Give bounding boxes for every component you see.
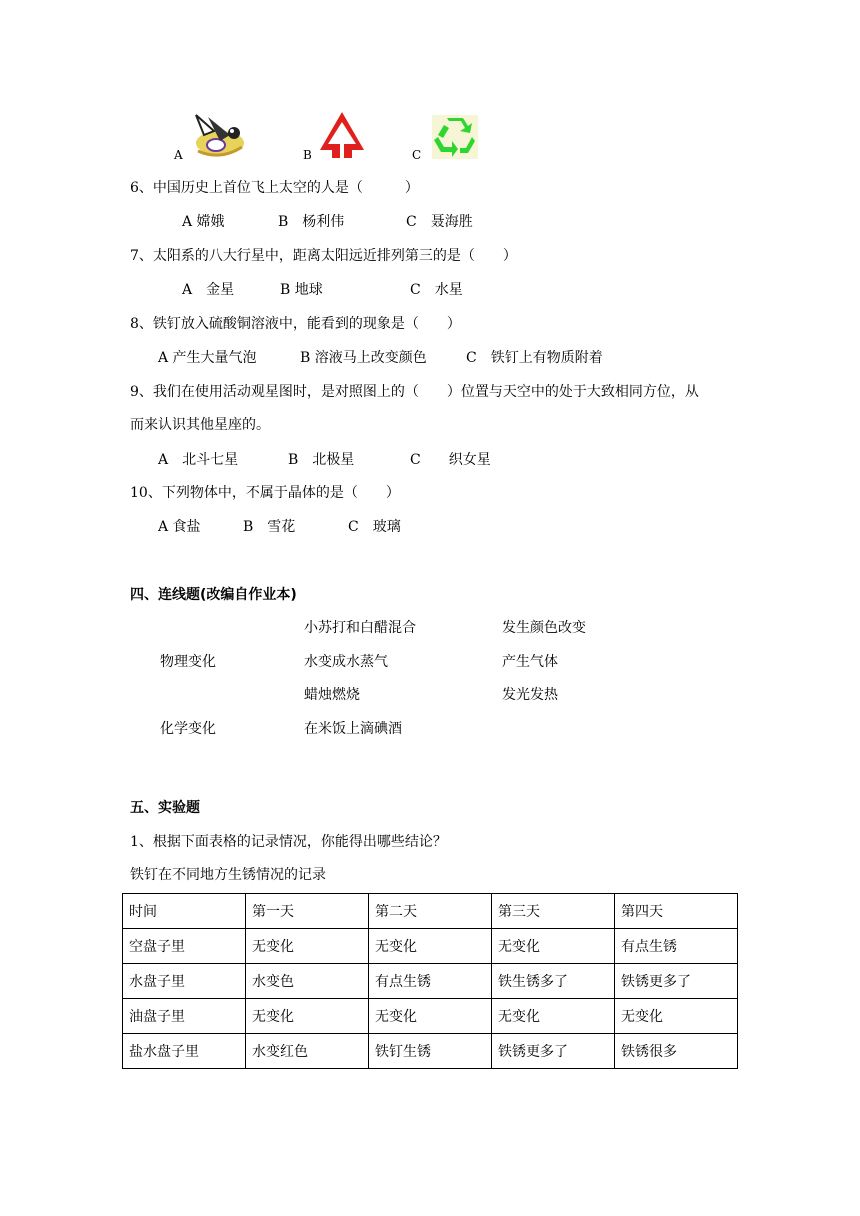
- table-cell: 空盘子里: [123, 929, 246, 964]
- q8-option-b: B 溶液马上改变颜色: [300, 350, 427, 366]
- table-cell: 盐水盘子里: [123, 1034, 246, 1069]
- table-cell: 时间: [123, 894, 246, 929]
- table-cell: 无变化: [492, 929, 615, 964]
- q10-option-c: C 玻璃: [348, 519, 401, 535]
- q9-stem-line2: 而来认识其他星座的。: [130, 417, 270, 433]
- matching-right-item: 发生颜色改变: [502, 620, 586, 636]
- table-cell: 铁钉生锈: [369, 1034, 492, 1069]
- matching-middle-item: 小苏打和白醋混合: [304, 620, 416, 636]
- table-row: [123, 1034, 738, 1069]
- table-cell: 无变化: [615, 999, 738, 1034]
- table-caption: 铁钉在不同地方生锈情况的记录: [130, 867, 326, 883]
- table-cell: 无变化: [246, 999, 369, 1034]
- rust-record-table: [122, 893, 738, 1069]
- matching-right-item: 发光发热: [502, 687, 558, 703]
- q7-option-b: B 地球: [280, 282, 323, 298]
- table-cell: 铁锈更多了: [615, 964, 738, 999]
- q6-option-b: B 杨利伟: [278, 214, 345, 230]
- table-cell: 无变化: [492, 999, 615, 1034]
- table-header-row: [123, 894, 738, 929]
- q9-stem-line1: 9、我们在使用活动观星图时，是对照图上的（ ）位置与天空中的处于大致相同方位，从: [130, 384, 699, 400]
- q8-option-c: C 铁钉上有物质附着: [466, 350, 603, 366]
- q6-option-a: A 嫦娥: [182, 214, 225, 230]
- table-cell: 铁锈很多: [615, 1034, 738, 1069]
- section4-title: 四、连线题(改编自作业本): [130, 587, 297, 603]
- q10-option-a: A 食盐: [158, 519, 201, 535]
- table-cell: 油盘子里: [123, 999, 246, 1034]
- q7-option-a: A 金星: [182, 282, 235, 298]
- table-cell: 水变色: [246, 964, 369, 999]
- q7-option-c: C 水星: [410, 282, 463, 298]
- matching-left-item: 物理变化: [160, 654, 216, 670]
- table-cell: 水变红色: [246, 1034, 369, 1069]
- table-cell: 无变化: [369, 999, 492, 1034]
- q8-stem: 8、铁钉放入硫酸铜溶液中，能看到的现象是（ ）: [130, 316, 461, 332]
- table-cell: 铁锈更多了: [492, 1034, 615, 1069]
- q9-option-c: C 织女星: [410, 452, 491, 468]
- q8-option-a: A 产生大量气泡: [158, 350, 257, 366]
- matching-middle-item: 在米饭上滴碘酒: [304, 721, 402, 737]
- q7-stem: 7、太阳系的八大行星中，距离太阳远近排列第三的是（ ）: [130, 248, 517, 264]
- table-cell: 无变化: [369, 929, 492, 964]
- red-arrow-triangle-icon: [318, 110, 366, 160]
- green-recycle-icon: [432, 115, 478, 159]
- table-row: [123, 999, 738, 1034]
- table-row: [123, 929, 738, 964]
- table-cell: 有点生锈: [369, 964, 492, 999]
- matching-right-item: 产生气体: [502, 654, 558, 670]
- table-cell: 水盘子里: [123, 964, 246, 999]
- section5-title: 五、实验题: [130, 800, 200, 816]
- table-cell: 有点生锈: [615, 929, 738, 964]
- q10-option-b: B 雪花: [243, 519, 296, 535]
- table-cell: 铁生锈多了: [492, 964, 615, 999]
- q5-option-c-label: C: [412, 148, 422, 162]
- q10-stem: 10、下列物体中，不属于晶体的是（ ）: [130, 485, 400, 501]
- table-cell: 第四天: [615, 894, 738, 929]
- matching-middle-item: 水变成水蒸气: [304, 654, 388, 670]
- q9-option-a: A 北斗七星: [158, 452, 239, 468]
- table-row: [123, 964, 738, 999]
- table-cell: 第二天: [369, 894, 492, 929]
- table-cell: 第三天: [492, 894, 615, 929]
- table-cell: 无变化: [246, 929, 369, 964]
- matching-left-item: 化学变化: [160, 721, 216, 737]
- q9-option-b: B 北极星: [288, 452, 355, 468]
- q6-stem: 6、中国历史上首位飞上太空的人是（ ）: [130, 180, 419, 196]
- pictogram-icon: [190, 111, 246, 159]
- table-cell: 第一天: [246, 894, 369, 929]
- matching-middle-item: 蜡烛燃烧: [304, 687, 360, 703]
- section5-question: 1、根据下面表格的记录情况，你能得出哪些结论？: [130, 834, 447, 850]
- q5-option-b-label: B: [303, 148, 312, 162]
- q5-option-a-label: A: [174, 148, 183, 162]
- q6-option-c: C 聂海胜: [406, 214, 473, 230]
